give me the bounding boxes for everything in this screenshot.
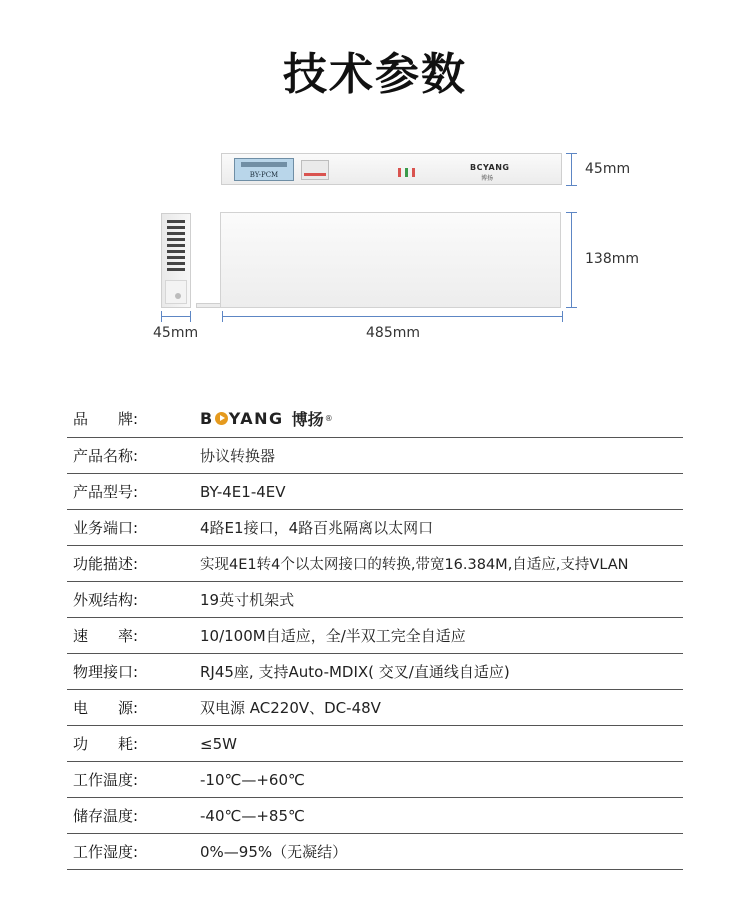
dim-label-width: 485mm xyxy=(366,325,420,341)
vent-slot xyxy=(167,220,185,223)
spec-row xyxy=(67,726,683,762)
panel-brand-cn: 博扬 xyxy=(481,175,494,182)
spec-row xyxy=(67,546,683,582)
led-red xyxy=(398,168,401,177)
vent-slot xyxy=(167,238,185,241)
dimension-tick xyxy=(562,311,563,322)
dimension-line-front-height xyxy=(571,153,572,186)
spec-label: 功 耗: xyxy=(73,735,139,753)
spec-label: 品 牌: xyxy=(73,410,139,428)
spec-value: 10/100M自适应，全/半双工完全自适应 xyxy=(200,627,466,645)
spec-value: 实现4E1转4个以太网接口的转换,带宽16.384M,自适应,支持VLAN xyxy=(200,557,629,573)
spec-label: 电 源: xyxy=(73,699,139,717)
brand-letters-yang: YANG xyxy=(228,409,284,428)
dimension-tick xyxy=(566,307,577,308)
spec-row xyxy=(67,654,683,690)
dimension-tick xyxy=(190,311,191,322)
spec-row xyxy=(67,438,683,474)
dim-label-side-height: 45mm xyxy=(153,325,199,341)
dimension-tick xyxy=(222,311,223,322)
spec-table xyxy=(67,400,683,870)
spec-label: 外观结构: xyxy=(73,591,139,609)
mounting-bracket xyxy=(165,280,187,304)
spec-value: 双电源 AC220V、DC-48V xyxy=(200,699,381,717)
vent-slot xyxy=(167,232,185,235)
dimension-tick xyxy=(566,185,577,186)
spec-value: 0%—95%（无凝结） xyxy=(200,843,348,861)
dimension-line-side-height xyxy=(161,316,191,317)
e1-port-block xyxy=(301,160,329,180)
top-view xyxy=(220,212,561,308)
spec-row-brand xyxy=(67,400,683,438)
brand-name-en xyxy=(200,409,284,428)
vent-slot xyxy=(167,244,185,247)
spec-value: -40℃—+85℃ xyxy=(200,806,305,825)
brand-letter-b: B xyxy=(200,409,214,428)
spec-value: 4路E1接口，4路百兆隔离以太网口 xyxy=(200,519,434,537)
spec-value: RJ45座, 支持Auto-MDIX( 交叉/直通线自适应) xyxy=(200,663,510,681)
dimension-line-width xyxy=(222,316,563,317)
spec-label: 储存温度: xyxy=(73,807,139,825)
sticker-text: BY-PCM xyxy=(249,171,279,179)
spec-label: 速 率: xyxy=(73,627,139,645)
spec-label: 物理接口: xyxy=(73,663,139,681)
dim-label-depth: 138mm xyxy=(585,251,639,267)
dimension-line-depth xyxy=(571,212,572,308)
dimension-tick xyxy=(566,153,577,154)
sticker-header xyxy=(241,162,287,167)
brand-play-icon xyxy=(215,412,228,425)
spec-row xyxy=(67,582,683,618)
spec-value: 协议转换器 xyxy=(200,447,276,465)
panel-brand-logo: BCYANG xyxy=(470,163,510,172)
vent-slot xyxy=(167,250,185,253)
spec-row xyxy=(67,474,683,510)
registered-mark: ® xyxy=(324,414,333,423)
vent-slot xyxy=(167,226,185,229)
side-view xyxy=(161,213,191,308)
spec-row xyxy=(67,762,683,798)
vent-slot xyxy=(167,268,185,271)
spec-label: 产品名称: xyxy=(73,447,139,465)
spec-row xyxy=(67,690,683,726)
spec-row xyxy=(67,618,683,654)
brand-name-cn: 博扬 xyxy=(291,410,324,429)
led-red xyxy=(412,168,415,177)
spec-value: -10℃—+60℃ xyxy=(200,770,305,789)
spec-row xyxy=(67,834,683,870)
model-sticker xyxy=(234,158,294,181)
bracket-tab xyxy=(196,303,222,308)
vent-slot xyxy=(167,256,185,259)
screw-hole xyxy=(175,293,181,299)
spec-label: 功能描述: xyxy=(73,555,139,573)
brand-logo xyxy=(200,407,333,430)
port-strip xyxy=(304,173,326,176)
spec-row xyxy=(67,798,683,834)
spec-label: 产品型号: xyxy=(73,483,139,501)
page-title: 技术参数 xyxy=(283,49,467,100)
indicator-leds xyxy=(398,168,416,180)
vent-slot xyxy=(167,262,185,265)
spec-value: BY-4E1-4EV xyxy=(200,482,286,501)
dim-label-front-height: 45mm xyxy=(585,161,631,177)
dimension-tick xyxy=(566,212,577,213)
spec-label: 工作温度: xyxy=(73,771,139,789)
spec-value: 19英寸机架式 xyxy=(200,591,295,609)
spec-value: ≤5W xyxy=(200,734,237,753)
spec-label: 业务端口: xyxy=(73,519,139,537)
spec-row xyxy=(67,510,683,546)
spec-value xyxy=(200,400,333,437)
front-panel-view xyxy=(221,153,562,185)
dimension-tick xyxy=(161,311,162,322)
spec-label: 工作湿度: xyxy=(73,843,139,861)
led-green xyxy=(405,168,408,177)
